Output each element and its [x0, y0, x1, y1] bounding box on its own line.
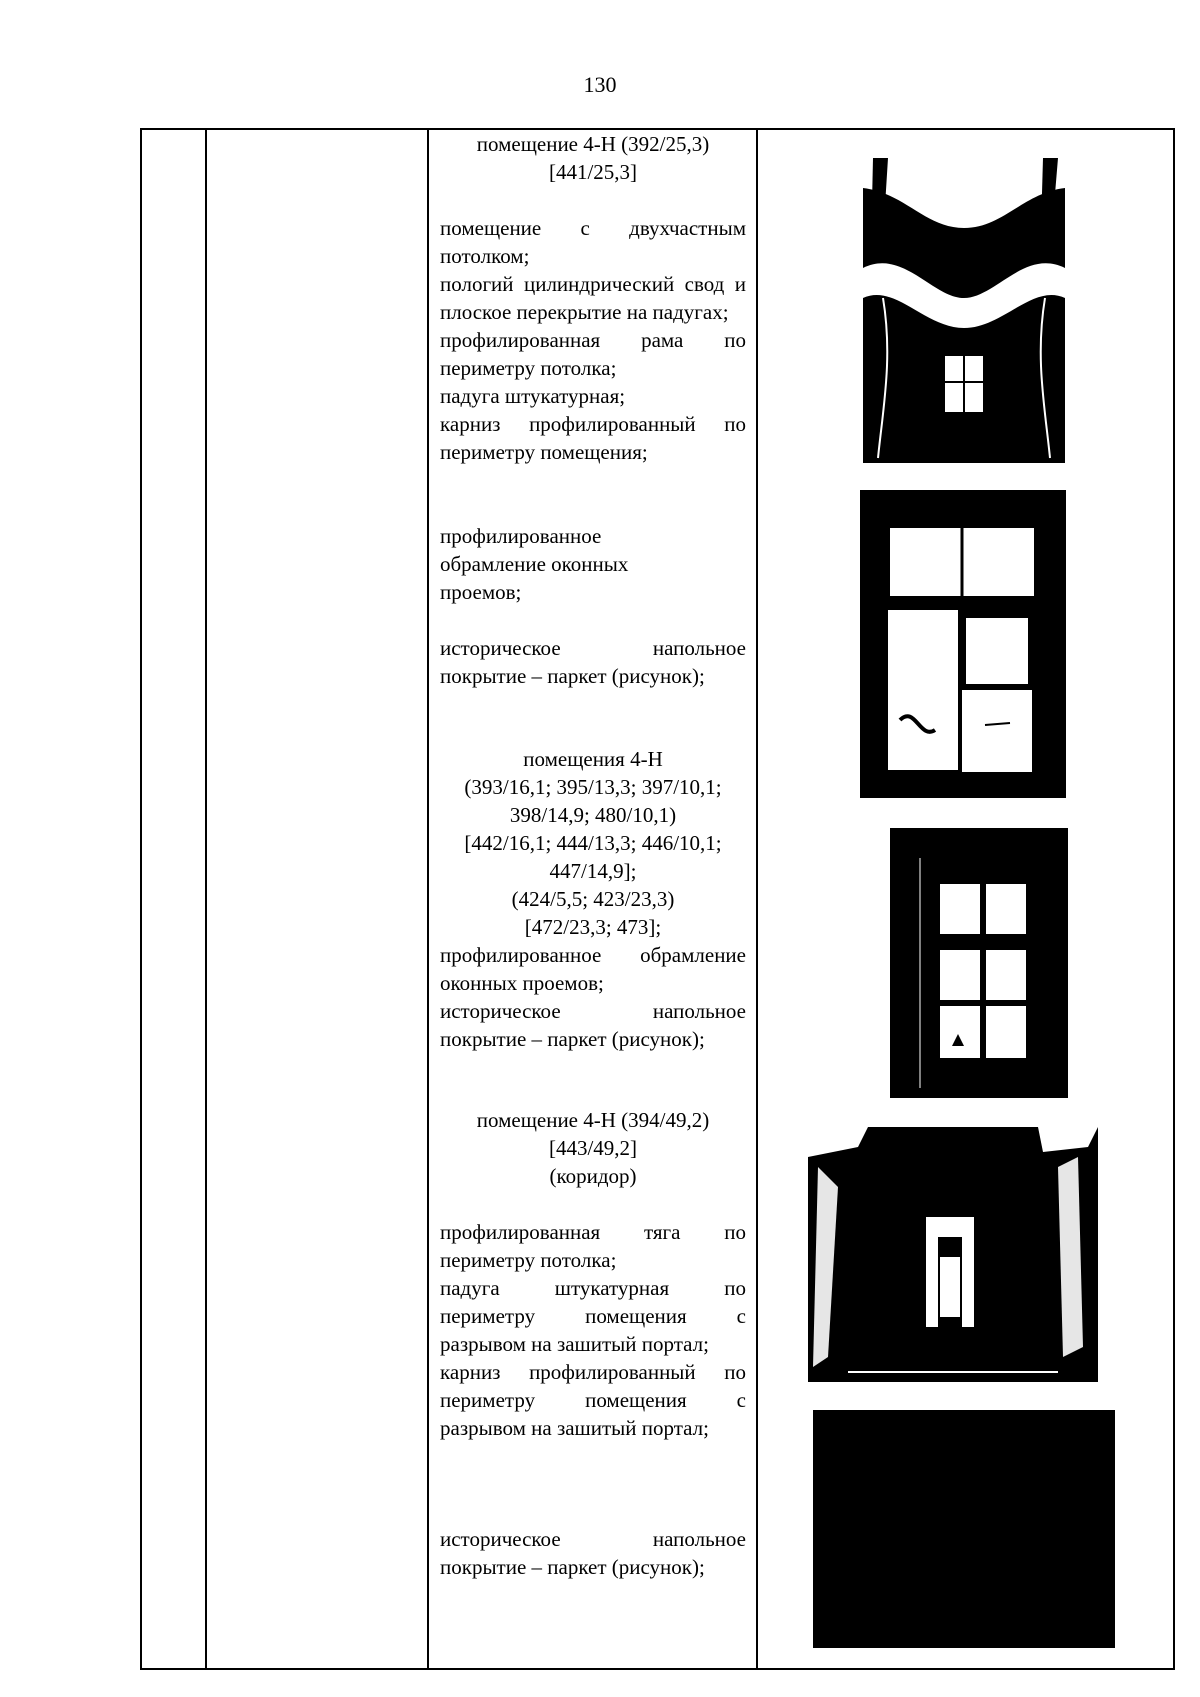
ceiling-chandelier-photo [863, 158, 1065, 463]
list-item: историческое напольное покрытие – паркет (рисунок); [440, 1527, 746, 1579]
section-1-items-2 [440, 522, 746, 606]
section-1-items [440, 214, 746, 466]
section-1-title: помещение 4-Н (392/25,3) [476, 132, 710, 156]
list-item: профилированное обрамление оконных проемов; [440, 943, 746, 995]
list-item: профилированная тяга по периметру потолка; [440, 1220, 746, 1272]
table-left-border [140, 128, 142, 1670]
section-3-heading [440, 1106, 746, 1190]
table-bottom-border [140, 1668, 1175, 1670]
section-2-ref: [442/16,1; 444/13,3; 446/10,1; [464, 831, 722, 855]
section-2-heading [440, 745, 746, 941]
window-frame-photo [860, 490, 1066, 798]
list-item: падуга штукатурная по периметру помещения с разрывом на зашитый портал; [440, 1276, 746, 1356]
list-item: историческое напольное покрытие – паркет (рисунок); [440, 636, 746, 688]
section-1-items-3 [440, 634, 746, 690]
list-item: пологий цилиндрический свод и плоское перекрытие на падугах; [440, 272, 746, 324]
table-right-border [1173, 128, 1175, 1670]
list-item: карниз профилированный по периметру помещения; [440, 412, 746, 464]
list-item: падуга штукатурная; [440, 384, 626, 408]
page-number: 130 [583, 72, 617, 97]
section-2-ref: 447/14,9]; [549, 859, 637, 883]
section-3-subtitle: [443/49,2] [548, 1136, 638, 1160]
column-divider-3 [756, 128, 758, 1670]
section-3-title: помещение 4-Н (394/49,2) [476, 1108, 710, 1132]
section-2-items [440, 941, 746, 1053]
list-item: карниз профилированный по периметру помещения с разрывом на зашитый портал; [440, 1360, 746, 1440]
section-2-ref: (393/16,1; 395/13,3; 397/10,1; [464, 775, 722, 799]
list-item: историческое напольное покрытие – паркет (рисунок); [440, 999, 746, 1051]
section-2-ref: (424/5,5; 423/23,3) [511, 887, 675, 911]
section-2-ref: 398/14,9; 480/10,1) [509, 803, 677, 827]
column-divider-1 [205, 128, 207, 1670]
window-six-pane-photo [890, 828, 1068, 1098]
section-2-ref: [472/23,3; 473]; [524, 915, 662, 939]
section-2-title: помещения 4-Н [523, 747, 663, 771]
column-divider-2 [427, 128, 429, 1670]
list-item: профилированное обрамление оконных проемов; [440, 524, 629, 604]
dark-floor-photo [813, 1410, 1115, 1648]
section-3-note: (коридор) [549, 1164, 637, 1188]
list-item: профилированная рама по периметру потолка; [440, 328, 746, 380]
section-1-heading [440, 130, 746, 186]
corridor-portal-photo [808, 1127, 1098, 1382]
section-3-items-2 [440, 1525, 746, 1581]
section-1-subtitle: [441/25,3] [548, 160, 638, 184]
list-item: помещение с двухчастным потолком; [440, 216, 746, 268]
section-3-items [440, 1218, 746, 1442]
